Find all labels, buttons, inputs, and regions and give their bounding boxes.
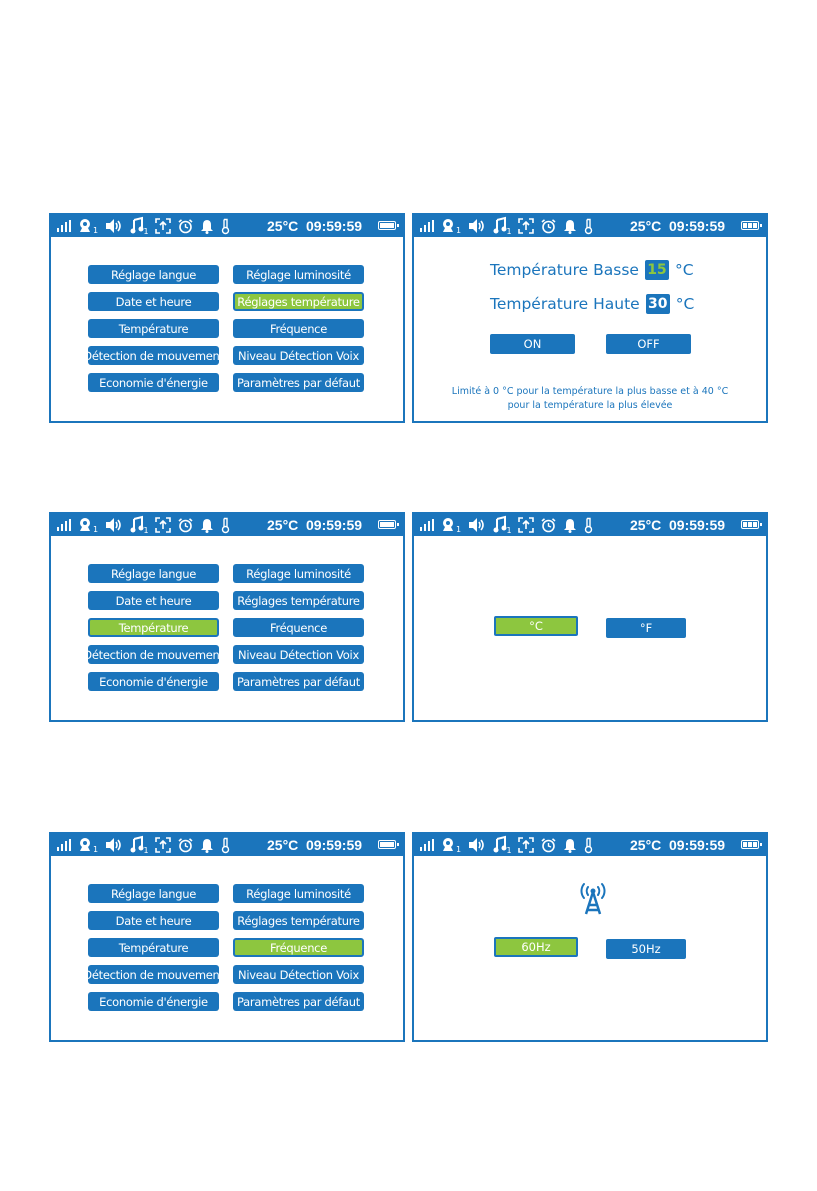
battery-icon: [378, 520, 396, 529]
temperature-button[interactable]: Température: [88, 319, 219, 338]
language-button[interactable]: Réglage langue: [88, 564, 219, 583]
status-time: 09:59:59: [669, 218, 726, 234]
status-temperature: 25°C: [630, 517, 662, 533]
language-button[interactable]: Réglage langue: [88, 884, 219, 903]
alarm-clock-icon: [178, 838, 193, 853]
high-temp-row: [490, 294, 694, 314]
menu-screen-2: [49, 512, 405, 722]
motion-detection-button[interactable]: Détection de mouvement: [88, 965, 219, 984]
language-button[interactable]: Réglage langue: [88, 265, 219, 284]
music-icon: [493, 218, 511, 234]
svg-text:1: 1: [506, 227, 512, 236]
music-icon: [130, 837, 148, 853]
svg-text:1: 1: [506, 846, 512, 855]
low-temp-unit: °C: [674, 261, 694, 279]
zoom-icon: [155, 218, 171, 234]
music-icon: [493, 837, 511, 853]
default-settings-button[interactable]: Paramètres par défaut: [233, 992, 364, 1011]
speaker-icon: [105, 838, 123, 852]
speaker-icon: [105, 518, 123, 532]
frequency-button[interactable]: Fréquence: [233, 319, 364, 338]
date-time-button[interactable]: Date et heure: [88, 591, 219, 610]
speaker-icon: [468, 518, 486, 532]
signal-icon: [420, 519, 434, 531]
status-time: 09:59:59: [306, 837, 363, 853]
status-bar: [414, 834, 766, 856]
signal-icon: [420, 220, 434, 232]
temperature-settings-button[interactable]: Réglages température: [233, 911, 364, 930]
bell-icon: [563, 518, 577, 533]
alarm-clock-icon: [178, 518, 193, 533]
status-temperature: 25°C: [267, 837, 299, 853]
temperature-settings-button[interactable]: Réglages température: [233, 591, 364, 610]
energy-saving-button[interactable]: Economie d'énergie: [88, 373, 219, 392]
default-settings-button[interactable]: Paramètres par défaut: [233, 672, 364, 691]
60hz-button[interactable]: 60Hz: [494, 937, 578, 957]
unit-settings-screen: [412, 512, 768, 722]
voice-detection-level-button[interactable]: Niveau Détection Voix: [233, 346, 364, 365]
svg-text:1: 1: [456, 226, 462, 235]
alarm-clock-icon: [541, 219, 556, 234]
svg-text:1: 1: [506, 526, 512, 535]
high-temp-label: Température Haute: [490, 295, 640, 313]
date-time-button[interactable]: Date et heure: [88, 911, 219, 930]
voice-detection-level-button[interactable]: Niveau Détection Voix: [233, 965, 364, 984]
camera-icon: [78, 517, 98, 533]
low-temp-row: [490, 260, 694, 280]
camera-icon: [78, 837, 98, 853]
camera-icon: [441, 837, 461, 853]
thermometer-icon: [584, 517, 593, 533]
antenna-icon: [577, 880, 609, 920]
brightness-button[interactable]: Réglage luminosité: [233, 265, 364, 284]
svg-text:1: 1: [143, 846, 149, 855]
speaker-icon: [105, 219, 123, 233]
music-icon: [493, 517, 511, 533]
zoom-icon: [518, 517, 534, 533]
status-time: 09:59:59: [669, 837, 726, 853]
temperature-settings-button[interactable]: Réglages température: [233, 292, 364, 311]
signal-icon: [57, 519, 71, 531]
menu-screen-1: [49, 213, 405, 423]
svg-text:1: 1: [93, 845, 99, 854]
frequency-button[interactable]: Fréquence: [233, 618, 364, 637]
svg-text:1: 1: [143, 227, 149, 236]
svg-text:1: 1: [93, 525, 99, 534]
frequency-button[interactable]: Fréquence: [233, 938, 364, 957]
zoom-icon: [518, 218, 534, 234]
music-icon: [130, 218, 148, 234]
status-bar: [414, 514, 766, 536]
zoom-icon: [155, 517, 171, 533]
music-icon: [130, 517, 148, 533]
battery-icon: [741, 840, 759, 849]
speaker-icon: [468, 838, 486, 852]
alarm-clock-icon: [178, 219, 193, 234]
high-temp-unit: °C: [675, 295, 695, 313]
limit-note-1: Limité à 0 °C pour la température la plus basse et à 40 °C: [451, 386, 729, 397]
svg-text:1: 1: [456, 525, 462, 534]
battery-icon: [741, 520, 759, 529]
thermometer-icon: [584, 837, 593, 853]
svg-text:1: 1: [143, 526, 149, 535]
off-button[interactable]: OFF: [606, 334, 691, 354]
motion-detection-button[interactable]: Détection de mouvement: [88, 346, 219, 365]
signal-icon: [57, 220, 71, 232]
brightness-button[interactable]: Réglage luminosité: [233, 564, 364, 583]
frequency-settings-screen: [412, 832, 768, 1042]
status-temperature: 25°C: [630, 218, 662, 234]
thermometer-icon: [221, 837, 230, 853]
bell-icon: [200, 518, 214, 533]
bell-icon: [563, 838, 577, 853]
status-bar: [51, 215, 403, 237]
low-temp-value[interactable]: 15: [645, 260, 669, 280]
voice-detection-level-button[interactable]: Niveau Détection Voix: [233, 645, 364, 664]
celsius-button[interactable]: °C: [494, 616, 578, 636]
thermometer-icon: [221, 517, 230, 533]
limit-note-2: pour la température la plus élevée: [507, 400, 673, 411]
svg-text:1: 1: [93, 226, 99, 235]
alarm-clock-icon: [541, 518, 556, 533]
zoom-icon: [155, 837, 171, 853]
thermometer-icon: [221, 218, 230, 234]
temperature-button[interactable]: Température: [88, 618, 219, 637]
default-settings-button[interactable]: Paramètres par défaut: [233, 373, 364, 392]
50hz-button[interactable]: 50Hz: [606, 939, 686, 959]
camera-icon: [441, 218, 461, 234]
signal-icon: [420, 839, 434, 851]
status-bar: [51, 834, 403, 856]
svg-text:1: 1: [456, 845, 462, 854]
status-time: 09:59:59: [669, 517, 726, 533]
status-temperature: 25°C: [267, 218, 299, 234]
signal-icon: [57, 839, 71, 851]
camera-icon: [78, 218, 98, 234]
motion-detection-button[interactable]: Détection de mouvement: [88, 645, 219, 664]
status-bar: [51, 514, 403, 536]
battery-icon: [741, 221, 759, 230]
bell-icon: [563, 219, 577, 234]
status-bar: [414, 215, 766, 237]
battery-icon: [378, 840, 396, 849]
thermometer-icon: [584, 218, 593, 234]
fahrenheit-button[interactable]: °F: [606, 618, 686, 638]
battery-icon: [378, 221, 396, 230]
status-time: 09:59:59: [306, 517, 363, 533]
status-temperature: 25°C: [267, 517, 299, 533]
date-time-button[interactable]: Date et heure: [88, 292, 219, 311]
on-button[interactable]: ON: [490, 334, 575, 354]
zoom-icon: [518, 837, 534, 853]
alarm-clock-icon: [541, 838, 556, 853]
brightness-button[interactable]: Réglage luminosité: [233, 884, 364, 903]
energy-saving-button[interactable]: Economie d'énergie: [88, 672, 219, 691]
camera-icon: [441, 517, 461, 533]
high-temp-value[interactable]: 30: [646, 294, 670, 314]
menu-screen-3: [49, 832, 405, 1042]
temperature-settings-screen: [412, 213, 768, 423]
temperature-button[interactable]: Température: [88, 938, 219, 957]
speaker-icon: [468, 219, 486, 233]
low-temp-label: Température Basse: [490, 261, 639, 279]
bell-icon: [200, 219, 214, 234]
energy-saving-button[interactable]: Economie d'énergie: [88, 992, 219, 1011]
status-temperature: 25°C: [630, 837, 662, 853]
status-time: 09:59:59: [306, 218, 363, 234]
bell-icon: [200, 838, 214, 853]
